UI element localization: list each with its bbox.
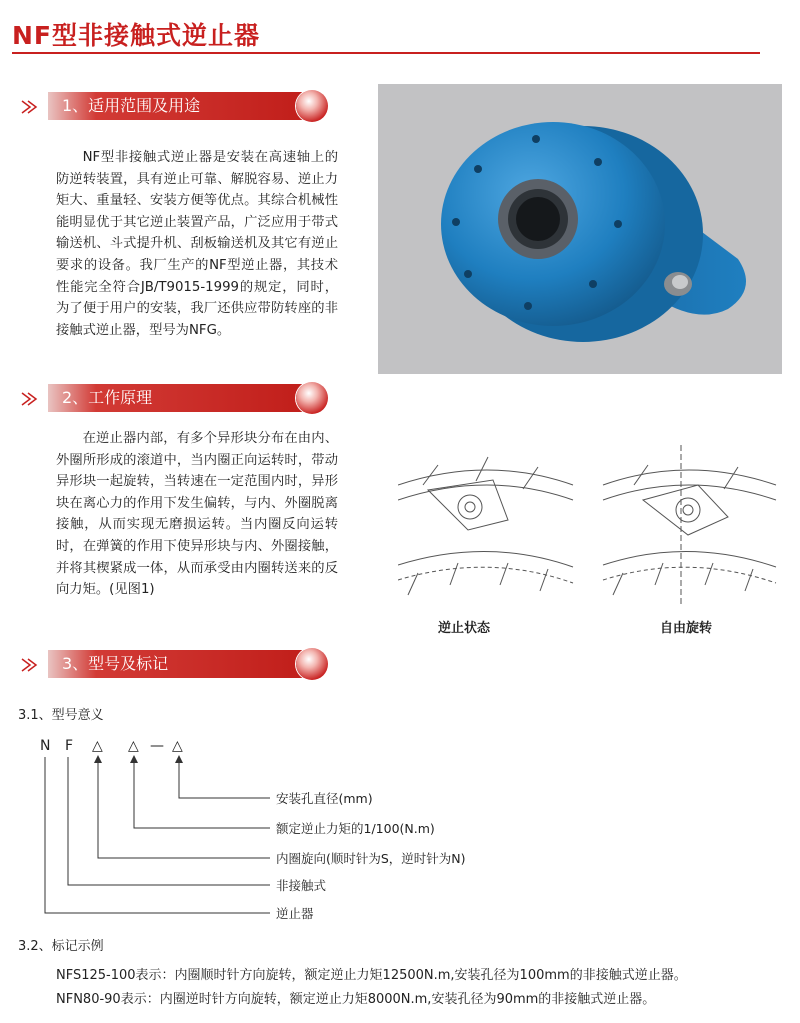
code-char: △ — [128, 738, 139, 754]
chevron-right-icon — [20, 391, 40, 407]
legend-item: 额定逆止力矩的1/100(N.m) — [276, 821, 435, 836]
section-label: 1、适用范围及用途 — [62, 96, 201, 115]
code-char: △ — [172, 738, 183, 754]
model-heading: 3.1、型号意义 — [18, 708, 104, 723]
sphere-icon — [296, 382, 328, 414]
sphere-icon — [296, 90, 328, 122]
section-2-text: 在逆止器内部，有多个异形块分布在由内、外圈所形成的滚道中，当内圈正向运转时，带动异形块一起旋转，当转速在一定范围内时，异形块在离心力的作用下发生偏转，与内、外圈脱离接触，从而实现无磨损运转。当内圈反向运转时，在弹簧的作用下使异形块与内、外圈接触，并将其楔紧成一体，从而承受由内圈转送来的反向力矩。(见图1) — [56, 431, 338, 598]
section-label: 2、工作原理 — [62, 388, 153, 407]
section-header-3 — [0, 648, 330, 682]
legend-item: 非接触式 — [276, 878, 327, 893]
principle-diagram — [398, 445, 778, 605]
legend-item: 逆止器 — [276, 906, 314, 921]
chevron-right-icon — [20, 99, 40, 115]
legend-item: 安装孔直径(mm) — [276, 791, 373, 806]
model-legend-lines — [0, 755, 280, 920]
code-char: F — [65, 738, 74, 754]
chevron-right-icon — [20, 657, 40, 673]
examples-heading: 3.2、标记示例 — [18, 939, 104, 954]
legend-item: 内圈旋向(顺时针为S，逆时针为N) — [276, 851, 466, 866]
page-title: NF型非接触式逆止器 — [12, 21, 261, 50]
title-divider — [12, 52, 760, 54]
section-header-1 — [0, 90, 330, 124]
example-line: NFN80-90表示：内圈逆时针方向旋转，额定逆止力矩8000N.m,安装孔径为90mm的非接触式逆止器。 — [56, 992, 656, 1007]
section-header-2 — [0, 382, 330, 416]
product-photo — [378, 84, 782, 374]
code-char: — — [150, 738, 164, 754]
product-image — [378, 84, 782, 374]
section-label: 3、型号及标记 — [62, 654, 169, 673]
code-char: △ — [92, 738, 103, 754]
diagram-caption-locked: 逆止状态 — [438, 621, 491, 636]
code-char: N — [40, 738, 51, 754]
sphere-icon — [296, 648, 328, 680]
example-line: NFS125-100表示：内圈顺时针方向旋转，额定逆止力矩12500N.m,安装孔径为100mm的非接触式逆止器。 — [56, 968, 687, 983]
diagram-caption-free: 自由旋转 — [660, 621, 713, 636]
section-1-text: NF型非接触式逆止器是安装在高速轴上的防逆转装置，具有逆止可靠、解脱容易、逆止力矩大、重量轻、安装方便等优点。其综合机械性能明显优于其它逆止装置产品，广泛应用于带式输送机、斗式提升机、刮板输送机及其它有逆止要求的设备。我厂生产的NF型逆止器，其技术性能完全符合JB/T9015-1999的规定，同时，为了便于用户的安装，我厂还供应带防转座的非接触式逆止器，型号为NFG。 — [56, 150, 338, 338]
